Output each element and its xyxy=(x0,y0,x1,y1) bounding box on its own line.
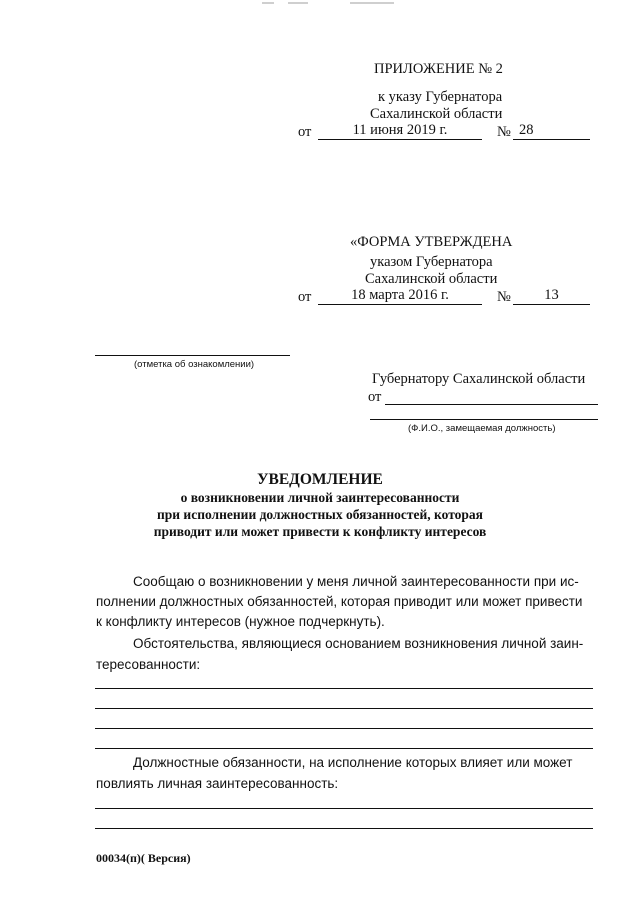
approved-line2: Сахалинской области xyxy=(365,271,498,287)
appendix-title: ПРИЛОЖЕНИЕ № 2 xyxy=(374,61,503,77)
addressee-position-line xyxy=(370,419,598,420)
scan-artifact xyxy=(288,2,308,4)
appendix-line2: Сахалинской области xyxy=(370,106,503,122)
approved-date: 18 марта 2016 г. xyxy=(318,287,482,305)
body-text-line: тересованности: xyxy=(96,657,201,672)
approved-from-label: от xyxy=(298,289,312,305)
body-text-line: Сообщаю о возникновении у меня личной заинтересованности при ис- xyxy=(133,574,579,589)
acknowledgement-line xyxy=(95,355,290,356)
body-text-line: Должностные обязанности, на исполнение которых влияет или может xyxy=(133,755,573,770)
scan-artifact xyxy=(350,2,394,4)
fill-in-line[interactable] xyxy=(95,688,593,689)
notice-subtitle-line: о возникновении личной заинтересованности xyxy=(180,490,460,505)
appendix-number: 28 xyxy=(513,122,590,140)
appendix-from-label: от xyxy=(298,124,312,140)
approved-number: 13 xyxy=(513,287,590,305)
approved-line1: указом Губернатора xyxy=(370,254,493,270)
body-text-line: полнении должностных обязанностей, которая приводит или может привести xyxy=(96,594,583,609)
body-text-line: Обстоятельства, являющиеся основанием возникновения личной заин- xyxy=(133,636,584,651)
acknowledgement-caption: (отметка об ознакомлении) xyxy=(134,359,255,370)
fill-in-line[interactable] xyxy=(95,708,593,709)
appendix-line1: к указу Губернатора xyxy=(378,89,503,105)
scan-artifact xyxy=(262,2,274,4)
approved-num-label: № xyxy=(497,289,511,305)
fill-in-line[interactable] xyxy=(95,728,593,729)
footer-code: 00034(п)( Версия) xyxy=(96,851,191,865)
approved-title: «ФОРМА УТВЕРЖДЕНА xyxy=(350,234,513,250)
notice-subtitle-line: приводит или может привести к конфликту интересов xyxy=(153,524,487,539)
appendix-date: 11 июня 2019 г. xyxy=(318,122,482,140)
addressee-to: Губернатору Сахалинской области xyxy=(372,371,586,387)
fill-in-line[interactable] xyxy=(95,808,593,809)
appendix-num-label: № xyxy=(497,124,511,140)
addressee-caption: (Ф.И.О., замещаемая должность) xyxy=(408,423,556,434)
fill-in-line[interactable] xyxy=(95,748,593,749)
addressee-name-line xyxy=(385,404,598,405)
notice-title: УВЕДОМЛЕНИЕ xyxy=(257,471,383,488)
body-text-line: к конфликту интересов (нужное подчеркнуть). xyxy=(96,614,385,629)
addressee-from-label: от xyxy=(368,389,382,405)
fill-in-line[interactable] xyxy=(95,828,593,829)
notice-subtitle-line: при исполнении должностных обязанностей, которая xyxy=(156,507,483,522)
body-text-line: повлиять личная заинтересованность: xyxy=(96,776,339,791)
